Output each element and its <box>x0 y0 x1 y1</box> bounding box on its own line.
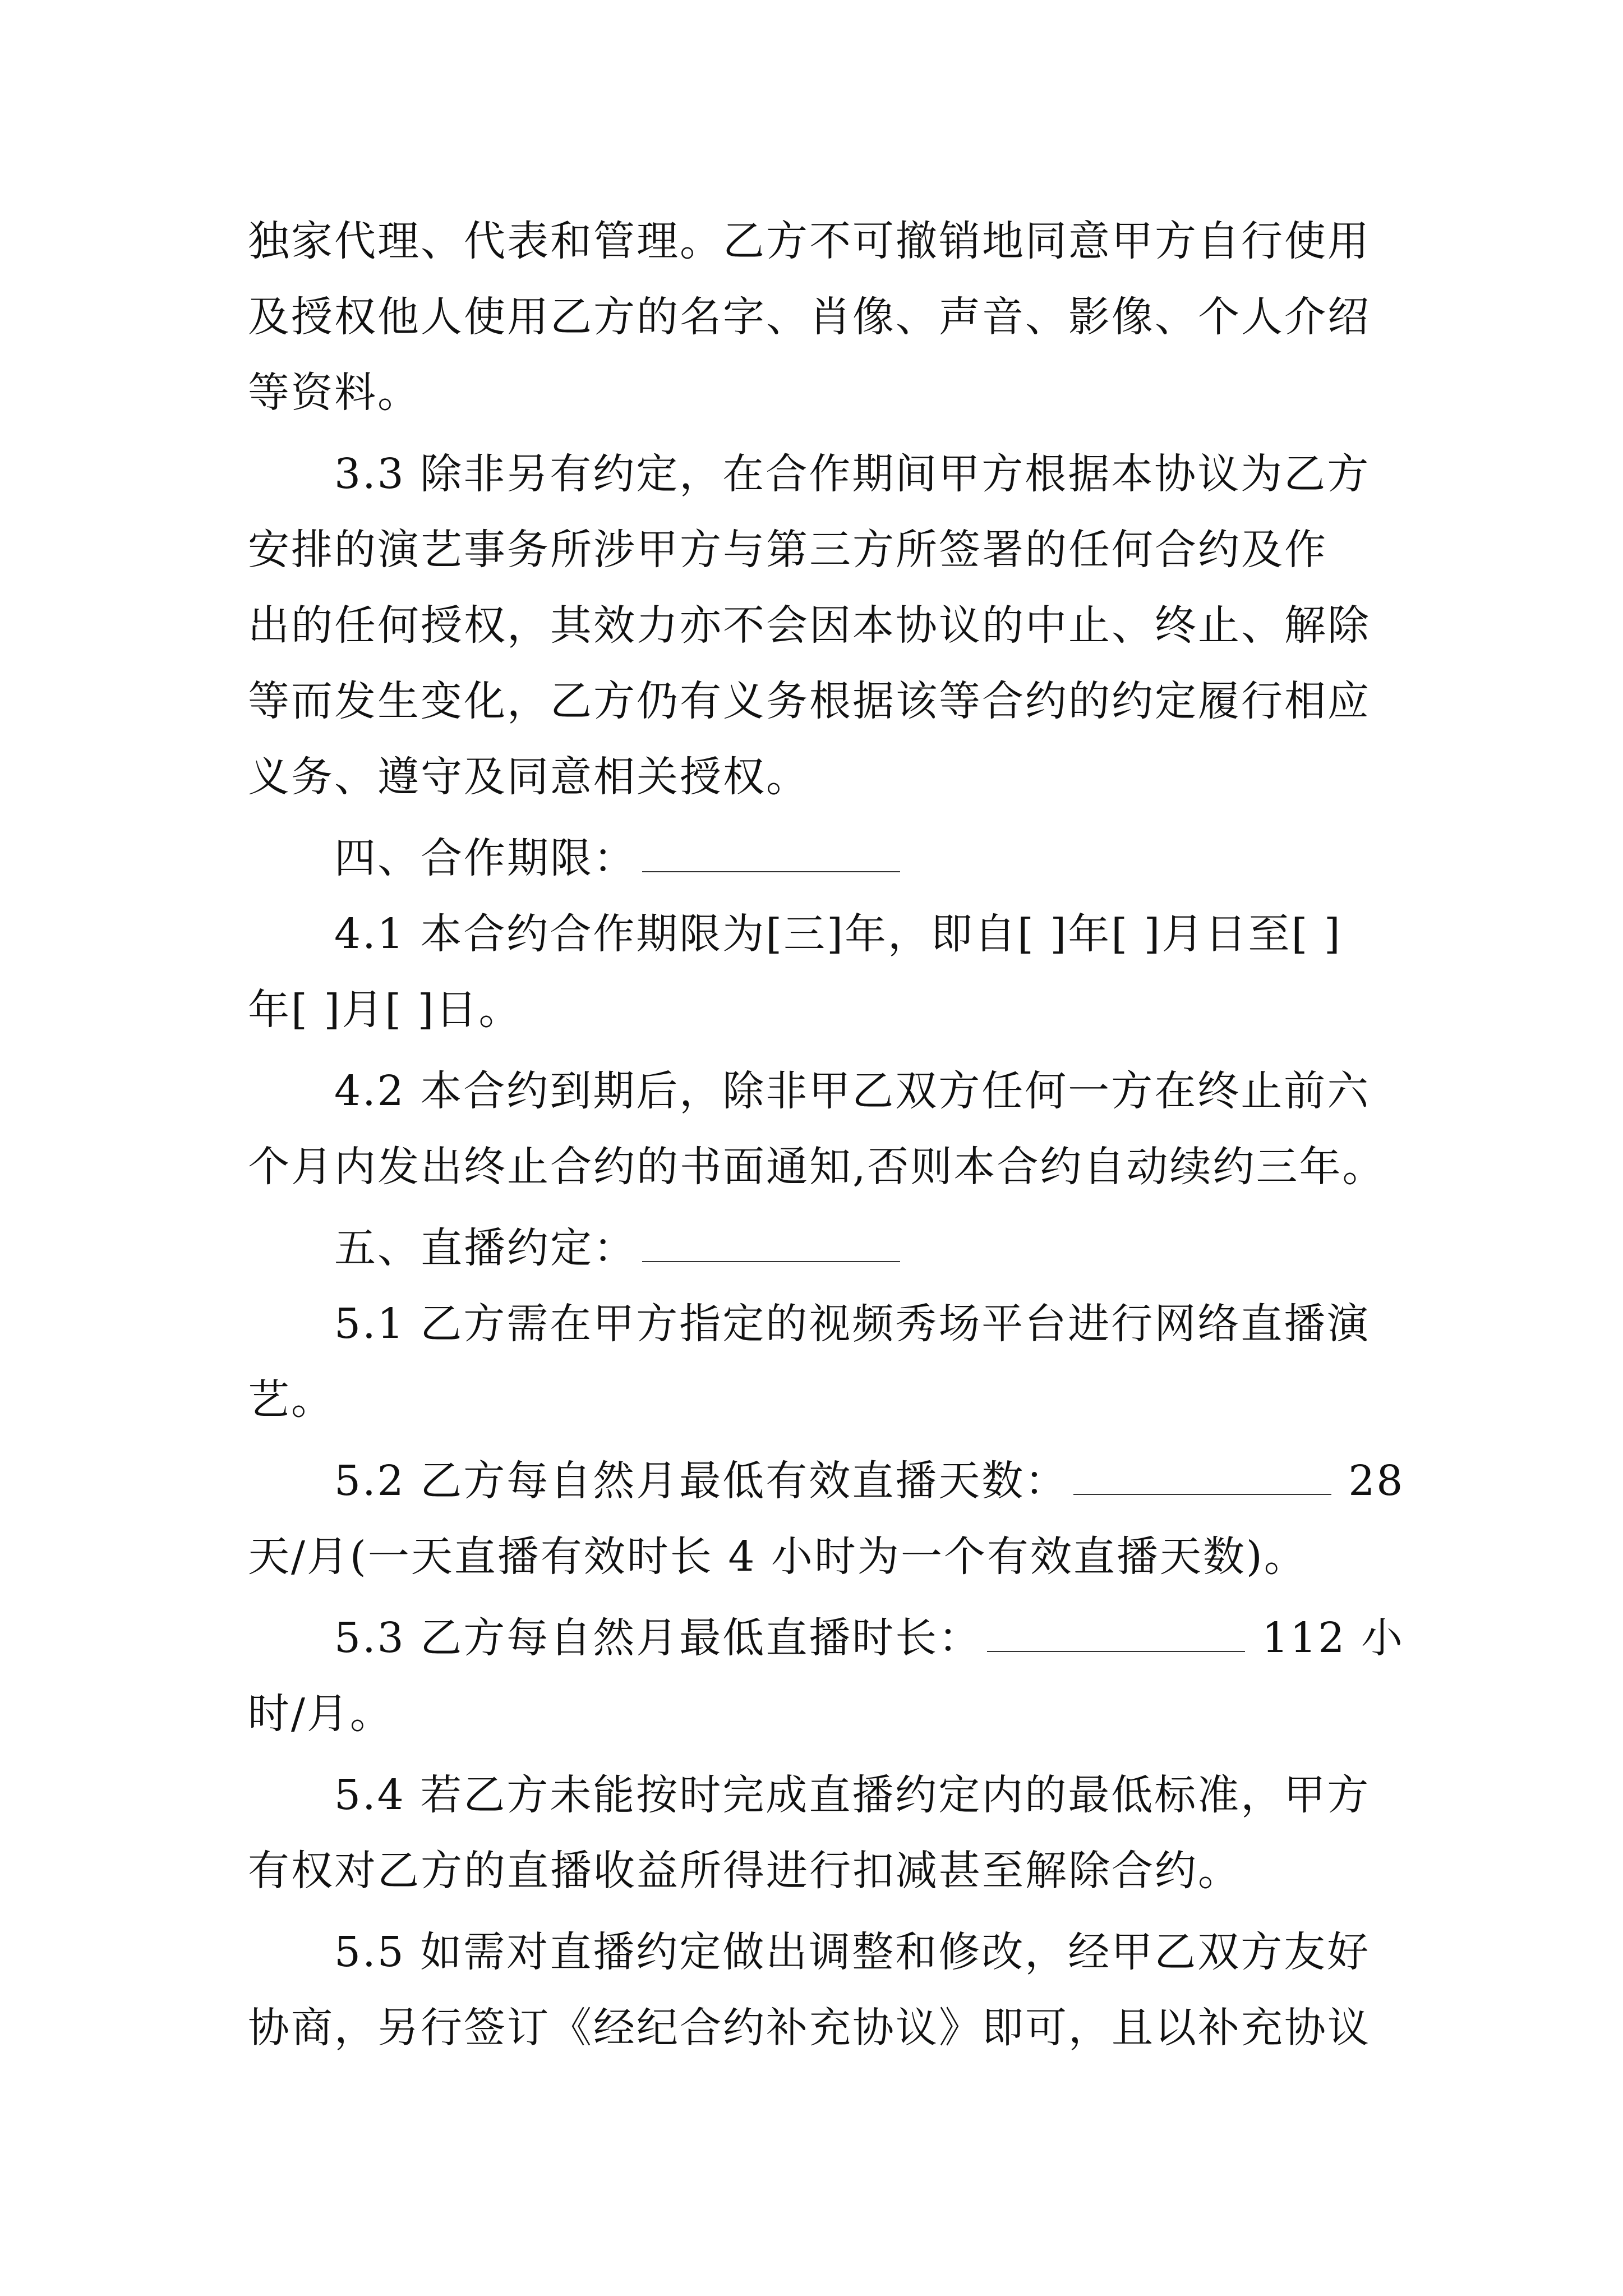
clause-5-2 <box>334 1453 1404 1509</box>
filled-value: 112 小 <box>1262 1614 1404 1662</box>
clause-4-1: 4.1 本合约合作期限为[三]年，即自[ ]年[ ]月日至[ ] <box>334 910 1342 958</box>
section-heading-term <box>334 830 917 886</box>
clause-text: 5.3 乙方每自然月最低直播时长： <box>334 1614 982 1662</box>
text-line: 等而发生变化，乙方仍有义务根据该等合约的约定履行相应 <box>248 677 1371 725</box>
text-line: 时/月。 <box>248 1690 393 1738</box>
section-heading-label: 五、直播约定： <box>334 1224 637 1272</box>
text-line: 独家代理、代表和管理。乙方不可撤销地同意甲方自行使用 <box>248 217 1371 265</box>
text-line: 天/月(一天直播有效时长 4 小时为一个有效直播天数)。 <box>248 1533 1307 1581</box>
section-heading-label: 四、合作期限： <box>334 834 637 882</box>
fill-in-blank <box>1073 1460 1331 1495</box>
fill-in-blank <box>642 1227 900 1262</box>
text-line: 协商，另行签订《经纪合约补充协议》即可，且以补充协议 <box>248 2004 1371 2052</box>
clause-5-3 <box>334 1610 1404 1666</box>
text-line: 安排的演艺事务所涉甲方与第三方所签署的任何合约及作 <box>248 526 1327 574</box>
filled-value: 28 <box>1348 1457 1405 1505</box>
text-line: 个月内发出终止合约的书面通知,否则本合约自动续约三年。 <box>248 1143 1386 1191</box>
fill-in-blank <box>987 1617 1245 1652</box>
clause-5-1: 5.1 乙方需在甲方指定的视频秀场平台进行网络直播演 <box>334 1300 1371 1348</box>
text-line: 及授权他人使用乙方的名字、肖像、声音、影像、个人介绍 <box>248 293 1371 341</box>
clause-text: 5.2 乙方每自然月最低有效直播天数： <box>334 1457 1068 1505</box>
clause-3-3: 3.3 除非另有约定，在合作期间甲方根据本协议为乙方 <box>334 450 1371 498</box>
text-line: 义务、遵守及同意相关授权。 <box>248 753 809 801</box>
clause-4-2: 4.2 本合约到期后，除非甲乙双方任何一方在终止前六 <box>334 1067 1371 1115</box>
clause-5-4: 5.4 若乙方未能按时完成直播约定内的最低标准，甲方 <box>334 1771 1371 1819</box>
clause-5-5: 5.5 如需对直播约定做出调整和修改，经甲乙双方友好 <box>334 1928 1371 1976</box>
section-heading-livestream <box>334 1220 917 1276</box>
fill-in-blank <box>642 838 900 872</box>
text-line: 有权对乙方的直播收益所得进行扣减甚至解除合约。 <box>248 1847 1241 1895</box>
text-line: 艺。 <box>248 1375 334 1424</box>
text-line: 等资料。 <box>248 369 421 417</box>
text-line: 年[ ]月[ ]日。 <box>248 986 522 1034</box>
text-line: 出的任何授权，其效力亦不会因本协议的中止、终止、解除 <box>248 601 1371 650</box>
